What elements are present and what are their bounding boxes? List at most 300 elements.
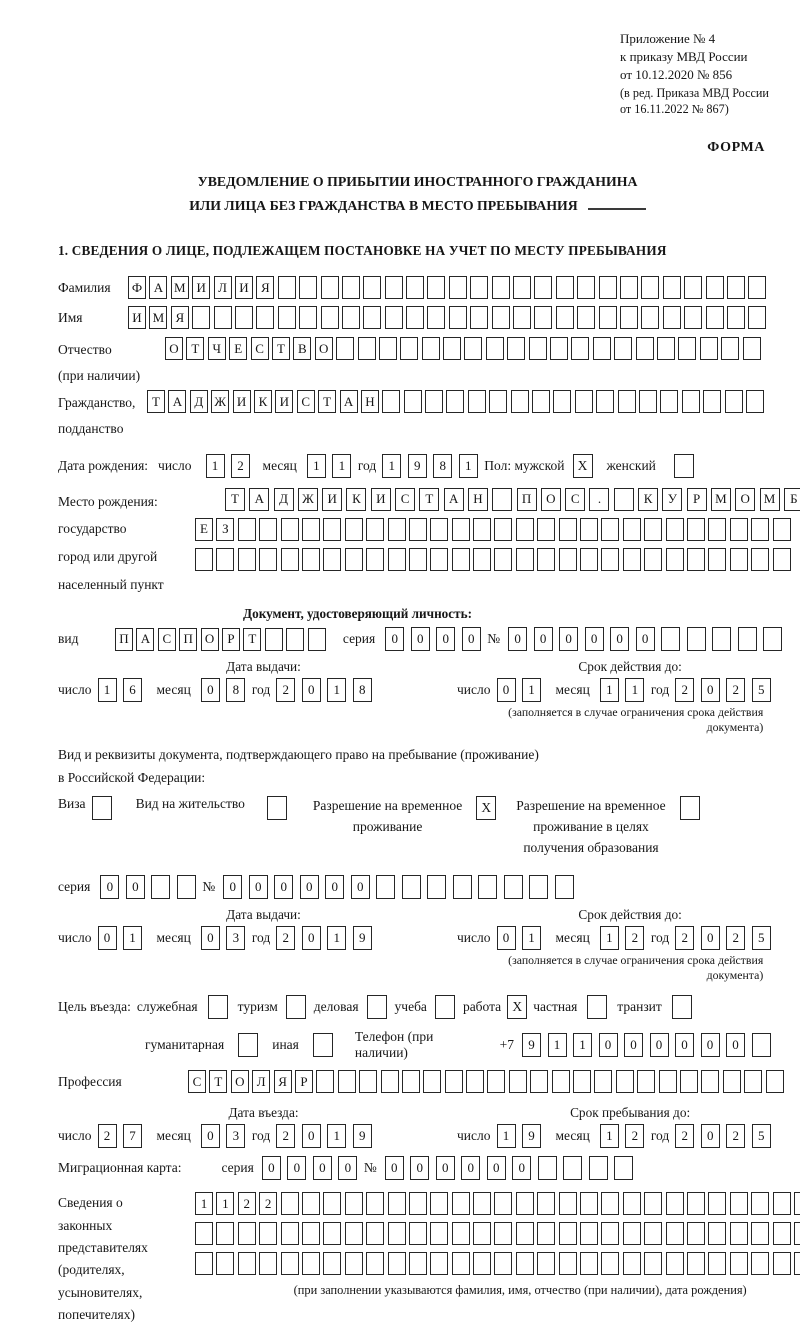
char-cell[interactable] bbox=[723, 1070, 741, 1093]
char-cell[interactable] bbox=[751, 518, 769, 541]
char-cell[interactable] bbox=[680, 1070, 698, 1093]
char-cell[interactable]: 2 bbox=[726, 678, 745, 702]
char-cell[interactable]: К bbox=[346, 488, 366, 511]
char-cell[interactable]: 1 bbox=[522, 678, 541, 702]
char-cell[interactable] bbox=[712, 627, 731, 651]
char-cell[interactable] bbox=[382, 390, 400, 413]
char-cell[interactable]: 8 bbox=[353, 678, 372, 702]
char-cell[interactable] bbox=[470, 306, 488, 329]
char-cell[interactable] bbox=[559, 1252, 577, 1275]
char-cell[interactable] bbox=[473, 1252, 491, 1275]
char-cell[interactable]: М bbox=[171, 276, 189, 299]
char-cell[interactable]: 1 bbox=[600, 926, 619, 950]
char-cell[interactable]: Е bbox=[195, 518, 213, 541]
char-cell[interactable] bbox=[238, 548, 256, 571]
char-cell[interactable]: 2 bbox=[276, 1124, 295, 1148]
char-cell[interactable] bbox=[453, 875, 472, 899]
char-cell[interactable]: 0 bbox=[325, 875, 344, 899]
char-cell[interactable] bbox=[516, 1252, 534, 1275]
char-cell[interactable] bbox=[321, 276, 339, 299]
char-cell[interactable]: 0 bbox=[650, 1033, 669, 1057]
char-cell[interactable] bbox=[494, 518, 512, 541]
char-cell[interactable] bbox=[238, 518, 256, 541]
char-cell[interactable] bbox=[492, 488, 512, 511]
char-cell[interactable] bbox=[751, 1192, 769, 1215]
char-cell[interactable]: 8 bbox=[433, 454, 452, 478]
char-cell[interactable]: И bbox=[235, 276, 253, 299]
char-cell[interactable] bbox=[366, 548, 384, 571]
char-cell[interactable] bbox=[746, 390, 764, 413]
char-cell[interactable]: М bbox=[760, 488, 780, 511]
char-cell[interactable] bbox=[216, 548, 234, 571]
char-cell[interactable]: 2 bbox=[276, 926, 295, 950]
char-cell[interactable] bbox=[235, 306, 253, 329]
char-cell[interactable]: Д bbox=[190, 390, 208, 413]
char-cell[interactable]: 1 bbox=[327, 678, 346, 702]
char-cell[interactable]: 1 bbox=[327, 926, 346, 950]
char-cell[interactable]: А bbox=[136, 628, 154, 651]
char-cell[interactable] bbox=[446, 390, 464, 413]
char-cell[interactable]: К bbox=[254, 390, 272, 413]
char-cell[interactable] bbox=[473, 1192, 491, 1215]
char-cell[interactable] bbox=[580, 548, 598, 571]
char-cell[interactable] bbox=[430, 1222, 448, 1245]
char-cell[interactable]: Ж bbox=[211, 390, 229, 413]
char-cell[interactable] bbox=[489, 390, 507, 413]
char-cell[interactable] bbox=[730, 1192, 748, 1215]
char-cell[interactable]: 2 bbox=[675, 1124, 694, 1148]
char-cell[interactable] bbox=[321, 306, 339, 329]
char-cell[interactable] bbox=[259, 1252, 277, 1275]
char-cell[interactable]: 0 bbox=[512, 1156, 531, 1180]
char-cell[interactable]: 0 bbox=[385, 627, 404, 651]
char-cell[interactable]: Ф bbox=[128, 276, 146, 299]
char-cell[interactable] bbox=[216, 1252, 234, 1275]
char-cell[interactable] bbox=[614, 337, 632, 360]
char-cell[interactable]: 0 bbox=[249, 875, 268, 899]
char-cell[interactable]: Т bbox=[272, 337, 290, 360]
char-cell[interactable]: Т bbox=[243, 628, 261, 651]
char-cell[interactable]: Я bbox=[171, 306, 189, 329]
char-cell[interactable]: О bbox=[165, 337, 183, 360]
char-cell[interactable] bbox=[338, 1070, 356, 1093]
char-cell[interactable] bbox=[470, 276, 488, 299]
char-cell[interactable]: 1 bbox=[332, 454, 351, 478]
char-cell[interactable]: Т bbox=[419, 488, 439, 511]
char-cell[interactable] bbox=[575, 390, 593, 413]
char-cell[interactable]: С bbox=[188, 1070, 206, 1093]
checkbox-purpose-official[interactable] bbox=[208, 995, 228, 1019]
char-cell[interactable] bbox=[308, 628, 326, 651]
char-cell[interactable] bbox=[559, 548, 577, 571]
char-cell[interactable] bbox=[537, 1222, 555, 1245]
char-cell[interactable] bbox=[511, 390, 529, 413]
char-cell[interactable]: И bbox=[233, 390, 251, 413]
char-cell[interactable] bbox=[486, 337, 504, 360]
char-cell[interactable]: Т bbox=[209, 1070, 227, 1093]
char-cell[interactable] bbox=[406, 306, 424, 329]
char-cell[interactable]: М bbox=[149, 306, 167, 329]
char-cell[interactable]: 1 bbox=[625, 678, 644, 702]
char-cell[interactable] bbox=[427, 306, 445, 329]
char-cell[interactable] bbox=[473, 548, 491, 571]
char-cell[interactable] bbox=[751, 548, 769, 571]
char-cell[interactable] bbox=[516, 1192, 534, 1215]
char-cell[interactable]: Т bbox=[318, 390, 336, 413]
char-cell[interactable] bbox=[701, 1070, 719, 1093]
char-cell[interactable] bbox=[409, 1252, 427, 1275]
char-cell[interactable] bbox=[682, 390, 700, 413]
char-cell[interactable]: У bbox=[662, 488, 682, 511]
char-cell[interactable] bbox=[666, 1252, 684, 1275]
char-cell[interactable] bbox=[358, 337, 376, 360]
char-cell[interactable]: 3 bbox=[226, 926, 245, 950]
char-cell[interactable] bbox=[427, 276, 445, 299]
char-cell[interactable] bbox=[537, 548, 555, 571]
char-cell[interactable] bbox=[342, 306, 360, 329]
char-cell[interactable] bbox=[708, 548, 726, 571]
char-cell[interactable] bbox=[151, 875, 170, 899]
char-cell[interactable] bbox=[323, 1252, 341, 1275]
char-cell[interactable]: 1 bbox=[382, 454, 401, 478]
char-cell[interactable]: Я bbox=[256, 276, 274, 299]
char-cell[interactable]: 0 bbox=[100, 875, 119, 899]
char-cell[interactable] bbox=[580, 1252, 598, 1275]
char-cell[interactable] bbox=[366, 1222, 384, 1245]
char-cell[interactable]: Н bbox=[361, 390, 379, 413]
char-cell[interactable] bbox=[281, 1192, 299, 1215]
char-cell[interactable] bbox=[684, 276, 702, 299]
char-cell[interactable]: 0 bbox=[410, 1156, 429, 1180]
char-cell[interactable] bbox=[616, 1070, 634, 1093]
char-cell[interactable]: Б bbox=[784, 488, 800, 511]
char-cell[interactable] bbox=[430, 548, 448, 571]
char-cell[interactable]: И bbox=[128, 306, 146, 329]
char-cell[interactable] bbox=[177, 875, 196, 899]
char-cell[interactable] bbox=[752, 1033, 771, 1057]
char-cell[interactable]: 0 bbox=[462, 627, 481, 651]
char-cell[interactable] bbox=[516, 1222, 534, 1245]
char-cell[interactable] bbox=[238, 1252, 256, 1275]
char-cell[interactable]: 0 bbox=[636, 627, 655, 651]
char-cell[interactable] bbox=[550, 337, 568, 360]
char-cell[interactable] bbox=[302, 1222, 320, 1245]
char-cell[interactable] bbox=[530, 1070, 548, 1093]
char-cell[interactable] bbox=[449, 306, 467, 329]
char-cell[interactable]: И bbox=[322, 488, 342, 511]
char-cell[interactable] bbox=[559, 1192, 577, 1215]
char-cell[interactable] bbox=[302, 1192, 320, 1215]
char-cell[interactable] bbox=[473, 518, 491, 541]
char-cell[interactable] bbox=[684, 306, 702, 329]
char-cell[interactable] bbox=[452, 518, 470, 541]
char-cell[interactable]: 2 bbox=[726, 926, 745, 950]
char-cell[interactable] bbox=[708, 518, 726, 541]
char-cell[interactable] bbox=[342, 276, 360, 299]
char-cell[interactable] bbox=[345, 1192, 363, 1215]
char-cell[interactable] bbox=[516, 518, 534, 541]
char-cell[interactable]: 0 bbox=[497, 678, 516, 702]
char-cell[interactable] bbox=[730, 1252, 748, 1275]
char-cell[interactable]: П bbox=[179, 628, 197, 651]
checkbox-edu-residence[interactable] bbox=[680, 796, 700, 820]
char-cell[interactable] bbox=[388, 1252, 406, 1275]
char-cell[interactable] bbox=[687, 1222, 705, 1245]
char-cell[interactable]: 0 bbox=[624, 1033, 643, 1057]
char-cell[interactable] bbox=[599, 306, 617, 329]
char-cell[interactable] bbox=[487, 1070, 505, 1093]
char-cell[interactable]: 2 bbox=[625, 926, 644, 950]
char-cell[interactable] bbox=[492, 276, 510, 299]
char-cell[interactable] bbox=[773, 1252, 791, 1275]
char-cell[interactable] bbox=[708, 1192, 726, 1215]
char-cell[interactable] bbox=[593, 337, 611, 360]
char-cell[interactable]: 0 bbox=[385, 1156, 404, 1180]
checkbox-purpose-transit[interactable] bbox=[672, 995, 692, 1019]
char-cell[interactable]: П bbox=[517, 488, 537, 511]
char-cell[interactable] bbox=[773, 1222, 791, 1245]
char-cell[interactable]: П bbox=[115, 628, 133, 651]
char-cell[interactable] bbox=[366, 1192, 384, 1215]
char-cell[interactable] bbox=[336, 337, 354, 360]
checkbox-purpose-other[interactable] bbox=[313, 1033, 333, 1057]
char-cell[interactable] bbox=[216, 1222, 234, 1245]
char-cell[interactable] bbox=[666, 1192, 684, 1215]
char-cell[interactable] bbox=[748, 276, 766, 299]
char-cell[interactable] bbox=[601, 1192, 619, 1215]
char-cell[interactable]: 0 bbox=[436, 627, 455, 651]
char-cell[interactable] bbox=[618, 390, 636, 413]
char-cell[interactable]: 0 bbox=[726, 1033, 745, 1057]
char-cell[interactable] bbox=[738, 627, 757, 651]
char-cell[interactable]: С bbox=[251, 337, 269, 360]
char-cell[interactable]: 2 bbox=[231, 454, 250, 478]
char-cell[interactable]: Ж bbox=[298, 488, 318, 511]
char-cell[interactable] bbox=[388, 1222, 406, 1245]
char-cell[interactable]: 0 bbox=[98, 926, 117, 950]
char-cell[interactable] bbox=[404, 390, 422, 413]
char-cell[interactable]: 0 bbox=[338, 1156, 357, 1180]
char-cell[interactable]: 0 bbox=[126, 875, 145, 899]
char-cell[interactable]: 5 bbox=[752, 926, 771, 950]
char-cell[interactable]: 5 bbox=[752, 1124, 771, 1148]
char-cell[interactable]: 9 bbox=[408, 454, 427, 478]
char-cell[interactable] bbox=[494, 1222, 512, 1245]
char-cell[interactable] bbox=[323, 1222, 341, 1245]
char-cell[interactable] bbox=[794, 1222, 800, 1245]
char-cell[interactable]: Р bbox=[295, 1070, 313, 1093]
char-cell[interactable] bbox=[773, 518, 791, 541]
char-cell[interactable]: Е bbox=[229, 337, 247, 360]
char-cell[interactable]: 0 bbox=[559, 627, 578, 651]
char-cell[interactable] bbox=[644, 548, 662, 571]
char-cell[interactable]: 1 bbox=[216, 1192, 234, 1215]
char-cell[interactable] bbox=[278, 306, 296, 329]
char-cell[interactable] bbox=[794, 1252, 800, 1275]
char-cell[interactable] bbox=[623, 1252, 641, 1275]
char-cell[interactable] bbox=[556, 306, 574, 329]
char-cell[interactable] bbox=[601, 518, 619, 541]
char-cell[interactable] bbox=[323, 518, 341, 541]
char-cell[interactable] bbox=[706, 306, 724, 329]
char-cell[interactable]: 0 bbox=[534, 627, 553, 651]
char-cell[interactable] bbox=[620, 276, 638, 299]
char-cell[interactable] bbox=[299, 306, 317, 329]
char-cell[interactable]: 1 bbox=[600, 1124, 619, 1148]
char-cell[interactable] bbox=[687, 1252, 705, 1275]
char-cell[interactable] bbox=[509, 1070, 527, 1093]
char-cell[interactable] bbox=[577, 306, 595, 329]
char-cell[interactable] bbox=[730, 548, 748, 571]
char-cell[interactable]: 0 bbox=[302, 926, 321, 950]
char-cell[interactable]: 0 bbox=[287, 1156, 306, 1180]
char-cell[interactable] bbox=[302, 548, 320, 571]
char-cell[interactable] bbox=[323, 1192, 341, 1215]
checkbox-visa[interactable] bbox=[92, 796, 112, 820]
char-cell[interactable]: 1 bbox=[573, 1033, 592, 1057]
char-cell[interactable]: 1 bbox=[600, 678, 619, 702]
char-cell[interactable] bbox=[687, 548, 705, 571]
char-cell[interactable]: Ч bbox=[208, 337, 226, 360]
char-cell[interactable] bbox=[599, 276, 617, 299]
char-cell[interactable] bbox=[703, 390, 721, 413]
char-cell[interactable]: С bbox=[395, 488, 415, 511]
char-cell[interactable]: Н bbox=[468, 488, 488, 511]
char-cell[interactable] bbox=[409, 548, 427, 571]
char-cell[interactable]: 0 bbox=[262, 1156, 281, 1180]
char-cell[interactable] bbox=[452, 548, 470, 571]
char-cell[interactable] bbox=[594, 1070, 612, 1093]
char-cell[interactable] bbox=[663, 306, 681, 329]
char-cell[interactable]: И bbox=[371, 488, 391, 511]
char-cell[interactable] bbox=[409, 1192, 427, 1215]
char-cell[interactable] bbox=[363, 276, 381, 299]
char-cell[interactable] bbox=[513, 306, 531, 329]
checkbox-female[interactable] bbox=[674, 454, 694, 478]
char-cell[interactable] bbox=[388, 518, 406, 541]
char-cell[interactable]: 7 bbox=[123, 1124, 142, 1148]
char-cell[interactable] bbox=[388, 1192, 406, 1215]
char-cell[interactable] bbox=[660, 390, 678, 413]
checkbox-purpose-work[interactable]: X bbox=[507, 995, 527, 1019]
char-cell[interactable] bbox=[302, 518, 320, 541]
char-cell[interactable] bbox=[238, 1222, 256, 1245]
char-cell[interactable]: 3 bbox=[226, 1124, 245, 1148]
char-cell[interactable]: О bbox=[201, 628, 219, 651]
char-cell[interactable]: Д bbox=[274, 488, 294, 511]
char-cell[interactable] bbox=[259, 1222, 277, 1245]
char-cell[interactable]: И bbox=[275, 390, 293, 413]
checkbox-purpose-tourism[interactable] bbox=[286, 995, 306, 1019]
char-cell[interactable]: 1 bbox=[123, 926, 142, 950]
char-cell[interactable] bbox=[552, 1070, 570, 1093]
char-cell[interactable] bbox=[751, 1222, 769, 1245]
char-cell[interactable]: М bbox=[711, 488, 731, 511]
char-cell[interactable] bbox=[473, 1222, 491, 1245]
char-cell[interactable]: 0 bbox=[313, 1156, 332, 1180]
char-cell[interactable] bbox=[381, 1070, 399, 1093]
char-cell[interactable] bbox=[573, 1070, 591, 1093]
char-cell[interactable]: 0 bbox=[300, 875, 319, 899]
char-cell[interactable] bbox=[601, 1222, 619, 1245]
char-cell[interactable]: 0 bbox=[701, 678, 720, 702]
char-cell[interactable]: Л bbox=[214, 276, 232, 299]
char-cell[interactable]: К bbox=[638, 488, 658, 511]
char-cell[interactable] bbox=[666, 518, 684, 541]
char-cell[interactable] bbox=[379, 337, 397, 360]
char-cell[interactable]: 0 bbox=[436, 1156, 455, 1180]
char-cell[interactable] bbox=[359, 1070, 377, 1093]
char-cell[interactable]: 0 bbox=[351, 875, 370, 899]
char-cell[interactable] bbox=[529, 875, 548, 899]
char-cell[interactable]: 0 bbox=[201, 1124, 220, 1148]
char-cell[interactable] bbox=[644, 1192, 662, 1215]
char-cell[interactable] bbox=[504, 875, 523, 899]
char-cell[interactable] bbox=[345, 1252, 363, 1275]
char-cell[interactable] bbox=[537, 1252, 555, 1275]
char-cell[interactable] bbox=[345, 518, 363, 541]
char-cell[interactable] bbox=[478, 875, 497, 899]
char-cell[interactable] bbox=[513, 276, 531, 299]
char-cell[interactable] bbox=[259, 518, 277, 541]
char-cell[interactable] bbox=[743, 337, 761, 360]
char-cell[interactable]: 1 bbox=[307, 454, 326, 478]
checkbox-residence-permit[interactable] bbox=[267, 796, 287, 820]
char-cell[interactable]: 1 bbox=[522, 926, 541, 950]
char-cell[interactable]: 1 bbox=[98, 678, 117, 702]
char-cell[interactable] bbox=[316, 1070, 334, 1093]
char-cell[interactable] bbox=[409, 518, 427, 541]
char-cell[interactable]: 1 bbox=[459, 454, 478, 478]
char-cell[interactable] bbox=[678, 337, 696, 360]
char-cell[interactable] bbox=[281, 548, 299, 571]
char-cell[interactable] bbox=[623, 1222, 641, 1245]
char-cell[interactable] bbox=[286, 628, 304, 651]
char-cell[interactable]: Т bbox=[225, 488, 245, 511]
char-cell[interactable] bbox=[596, 390, 614, 413]
char-cell[interactable]: 0 bbox=[610, 627, 629, 651]
char-cell[interactable]: З bbox=[216, 518, 234, 541]
char-cell[interactable] bbox=[727, 276, 745, 299]
char-cell[interactable] bbox=[661, 627, 680, 651]
char-cell[interactable] bbox=[195, 1252, 213, 1275]
char-cell[interactable]: 5 bbox=[752, 678, 771, 702]
char-cell[interactable]: 1 bbox=[327, 1124, 346, 1148]
char-cell[interactable] bbox=[430, 1252, 448, 1275]
char-cell[interactable] bbox=[452, 1222, 470, 1245]
char-cell[interactable]: О bbox=[315, 337, 333, 360]
char-cell[interactable]: С bbox=[297, 390, 315, 413]
char-cell[interactable] bbox=[278, 276, 296, 299]
char-cell[interactable]: 2 bbox=[675, 926, 694, 950]
char-cell[interactable]: Т bbox=[186, 337, 204, 360]
char-cell[interactable] bbox=[256, 306, 274, 329]
char-cell[interactable]: . bbox=[589, 488, 609, 511]
char-cell[interactable]: С bbox=[158, 628, 176, 651]
char-cell[interactable] bbox=[644, 1252, 662, 1275]
char-cell[interactable] bbox=[302, 1252, 320, 1275]
char-cell[interactable] bbox=[195, 548, 213, 571]
char-cell[interactable] bbox=[400, 337, 418, 360]
char-cell[interactable] bbox=[708, 1222, 726, 1245]
checkbox-purpose-private[interactable] bbox=[587, 995, 607, 1019]
char-cell[interactable]: 0 bbox=[461, 1156, 480, 1180]
char-cell[interactable] bbox=[494, 1192, 512, 1215]
char-cell[interactable]: 2 bbox=[726, 1124, 745, 1148]
char-cell[interactable]: Р bbox=[687, 488, 707, 511]
char-cell[interactable]: В bbox=[293, 337, 311, 360]
char-cell[interactable] bbox=[644, 1222, 662, 1245]
